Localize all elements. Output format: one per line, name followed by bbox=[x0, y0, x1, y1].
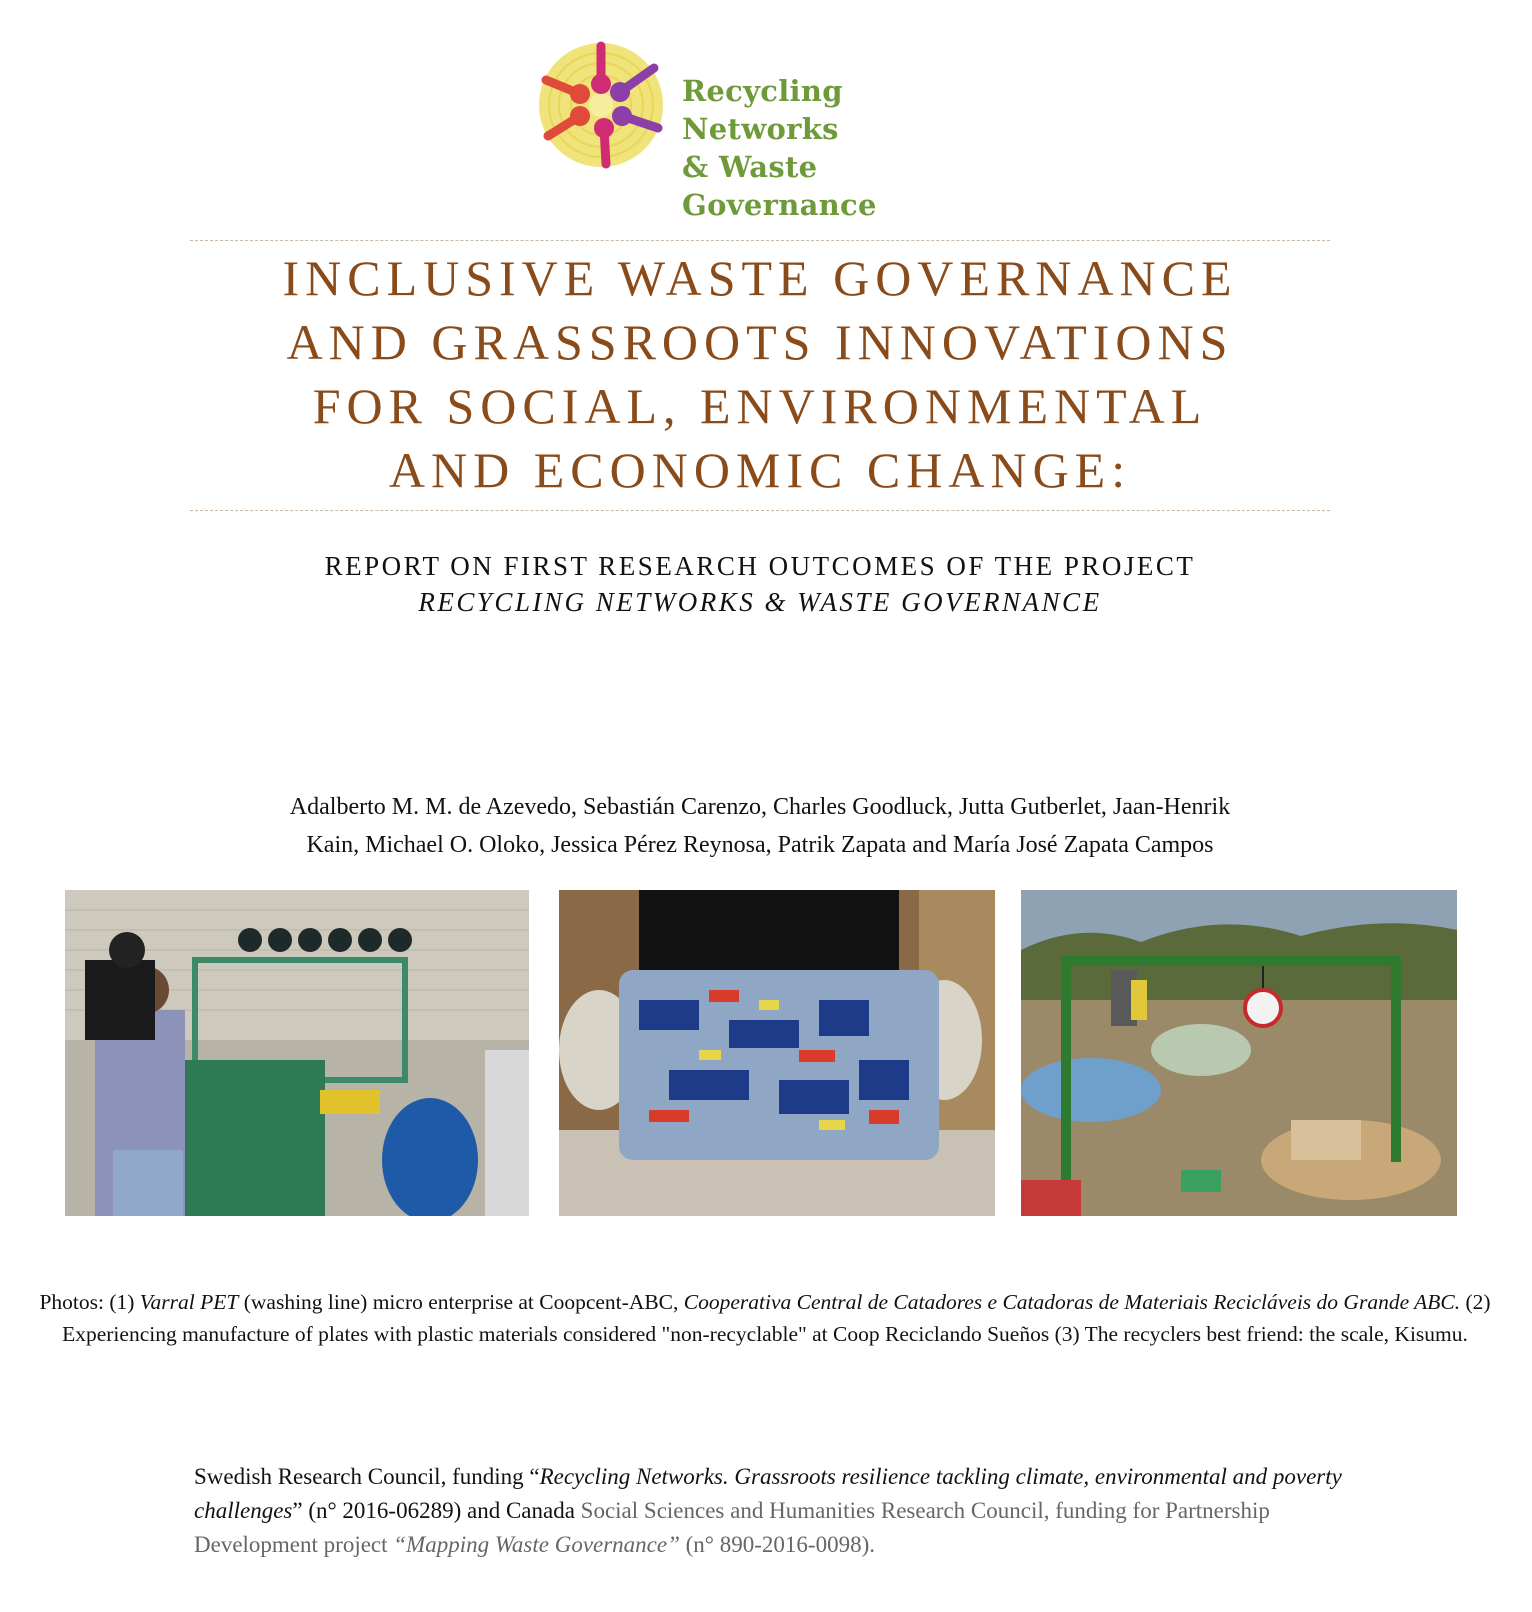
funding-statement bbox=[194, 1460, 1374, 1562]
title-top-rule bbox=[190, 240, 1330, 241]
caption-part-2: Varral PET bbox=[139, 1290, 239, 1314]
report-title bbox=[190, 246, 1330, 502]
report-subtitle bbox=[190, 548, 1330, 620]
subtitle-line-2: RECYCLING NETWORKS & WASTE GOVERNANCE bbox=[418, 587, 1102, 617]
logo-line-1: Recycling Networks bbox=[682, 74, 843, 146]
project-logo bbox=[536, 40, 986, 222]
photo-scale-kisumu bbox=[1021, 890, 1457, 1216]
caption-part-1: Photos: (1) bbox=[39, 1290, 140, 1314]
photo-washing-line bbox=[65, 890, 529, 1216]
title-line-2: AND GRASSROOTS INNOVATIONS bbox=[286, 314, 1234, 370]
caption-part-5: (2) Experiencing manufacture of plates with plastic materials considered "non-recyclable" at Coop Reciclando Sueños (3) The recyclers best friend: the scale, Kisumu. bbox=[62, 1290, 1491, 1346]
funding-part-1: Swedish Research Council, funding “ bbox=[194, 1464, 540, 1489]
logo-line-2: & Waste Governance bbox=[682, 150, 877, 222]
subtitle-line-1: REPORT ON FIRST RESEARCH OUTCOMES OF THE PROJECT bbox=[324, 551, 1196, 581]
funding-part-6: (n° 890-2016-0098). bbox=[679, 1532, 875, 1557]
caption-part-3: (washing line) micro enterprise at Coopcent-ABC, bbox=[238, 1290, 684, 1314]
funding-part-4: Social Sciences and Humanities Research Council, funding for Partnership Development project bbox=[194, 1498, 1270, 1557]
funding-part-2: Recycling Networks. Grassroots resilience tackling climate, environmental and poverty challenges bbox=[194, 1464, 1342, 1523]
authors-line-2: Kain, Michael O. Oloko, Jessica Pérez Reynosa, Patrik Zapata and María José Zapata Campos bbox=[306, 832, 1214, 858]
title-bottom-rule bbox=[190, 510, 1330, 511]
photo-caption bbox=[30, 1286, 1500, 1350]
funding-part-5: “Mapping Waste Governance” bbox=[393, 1532, 680, 1557]
title-line-3: FOR SOCIAL, ENVIRONMENTAL bbox=[312, 378, 1208, 434]
title-line-1: INCLUSIVE WASTE GOVERNANCE bbox=[282, 250, 1238, 306]
title-line-4: AND ECONOMIC CHANGE: bbox=[388, 442, 1132, 498]
funding-part-3: ” (n° 2016-06289) and Canada bbox=[292, 1498, 581, 1523]
caption-part-4: Cooperativa Central de Catadores e Catadoras de Materiais Recicláveis do Grande ABC. bbox=[683, 1290, 1461, 1314]
hands-circle-icon bbox=[536, 40, 666, 170]
authors bbox=[190, 788, 1330, 864]
logo-wordmark bbox=[682, 72, 986, 224]
authors-line-1: Adalberto M. M. de Azevedo, Sebastián Carenzo, Charles Goodluck, Jutta Gutberlet, Jaan-Henrik bbox=[289, 794, 1231, 820]
photo-plastic-plate bbox=[559, 890, 995, 1216]
